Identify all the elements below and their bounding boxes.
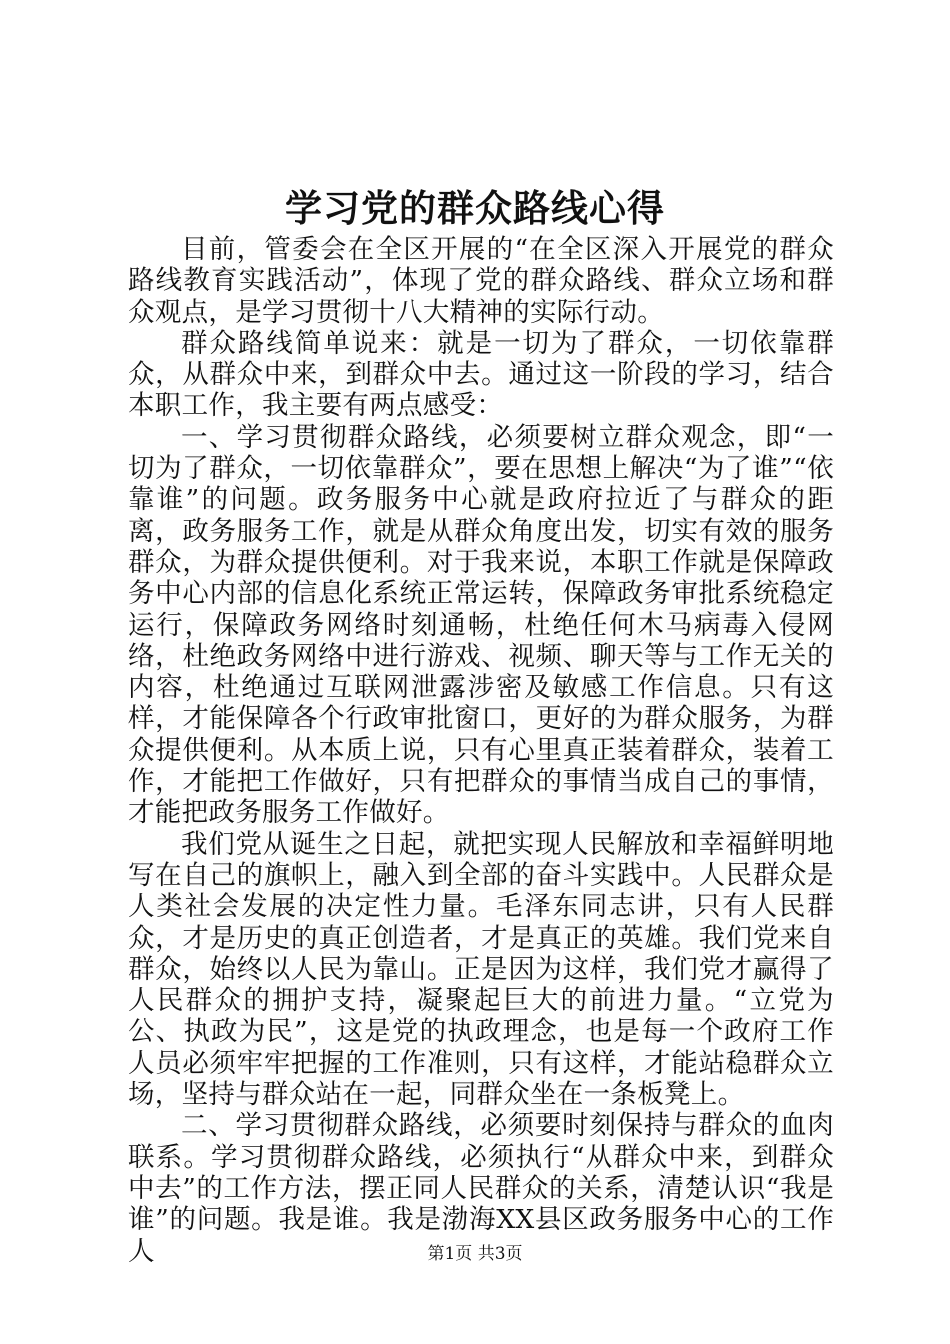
paragraph-5: 二、学习贯彻群众路线，必须要时刻保持与群众的血肉联系。学习贯彻群众路线，必须执行“从群众中来，到群众中去”的工作方法，摆正同人民群众的关系，清楚认识“我是谁”的问题。我是谁。我是渤海XX县区政务服务中心的工作人 (128, 1110, 834, 1267)
paragraph-4: 我们党从诞生之日起，就把实现人民解放和幸福鲜明地写在自己的旗帜上，融入到全部的奋斗实践中。人民群众是人类社会发展的决定性力量。毛泽东同志讲，只有人民群众，才是历史的真正创造者，才是真正的英雄。我们党来自群众，始终以人民为靠山。正是因为这样，我们党才赢得了人民群众的拥护支持，凝聚起巨大的前进力量。“立党为公、执政为民”，这是党的执政理念，也是每一个政府工作人员必须牢牢把握的工作准则，只有这样，才能站稳群众立场，坚持与群众站在一起，同群众坐在一条板凳上。 (128, 828, 834, 1111)
paragraph-3: 一、学习贯彻群众路线，必须要树立群众观念，即“一切为了群众，一切依靠群众”，要在思想上解决“为了谁”“依靠谁”的问题。政务服务中心就是政府拉近了与群众的距离，政务服务工作，就是从群众角度出发，切实有效的服务群众，为群众提供便利。对于我来说，本职工作就是保障政务中心内部的信息化系统正常运转，保障政务审批系统稳定运行，保障政务网络时刻通畅，杜绝任何木马病毒入侵网络，杜绝政务网络中进行游戏、视频、聊天等与工作无关的内容，杜绝通过互联网泄露涉密及敏感工作信息。只有这样，才能保障各个行政审批窗口，更好的为群众服务，为群众提供便利。从本质上说，只有心里真正装着群众，装着工作，才能把工作做好，只有把群众的事情当成自己的事情，才能把政务服务工作做好。 (128, 421, 835, 829)
document-body (128, 234, 834, 1267)
paragraph-2: 群众路线简单说来：就是一切为了群众，一切依靠群众，从群众中来，到群众中去。通过这一阶段的学习，结合本职工作，我主要有两点感受： (128, 327, 834, 422)
page-number-footer: 第1页 共3页 (427, 1244, 523, 1264)
paragraph-1: 目前，管委会在全区开展的“在全区深入开展党的群众路线教育实践活动”，体现了党的群众路线、群众立场和群众观点，是学习贯彻十八大精神的实际行动。 (128, 234, 834, 328)
document-title: 学习党的群众路线心得 (285, 186, 665, 230)
